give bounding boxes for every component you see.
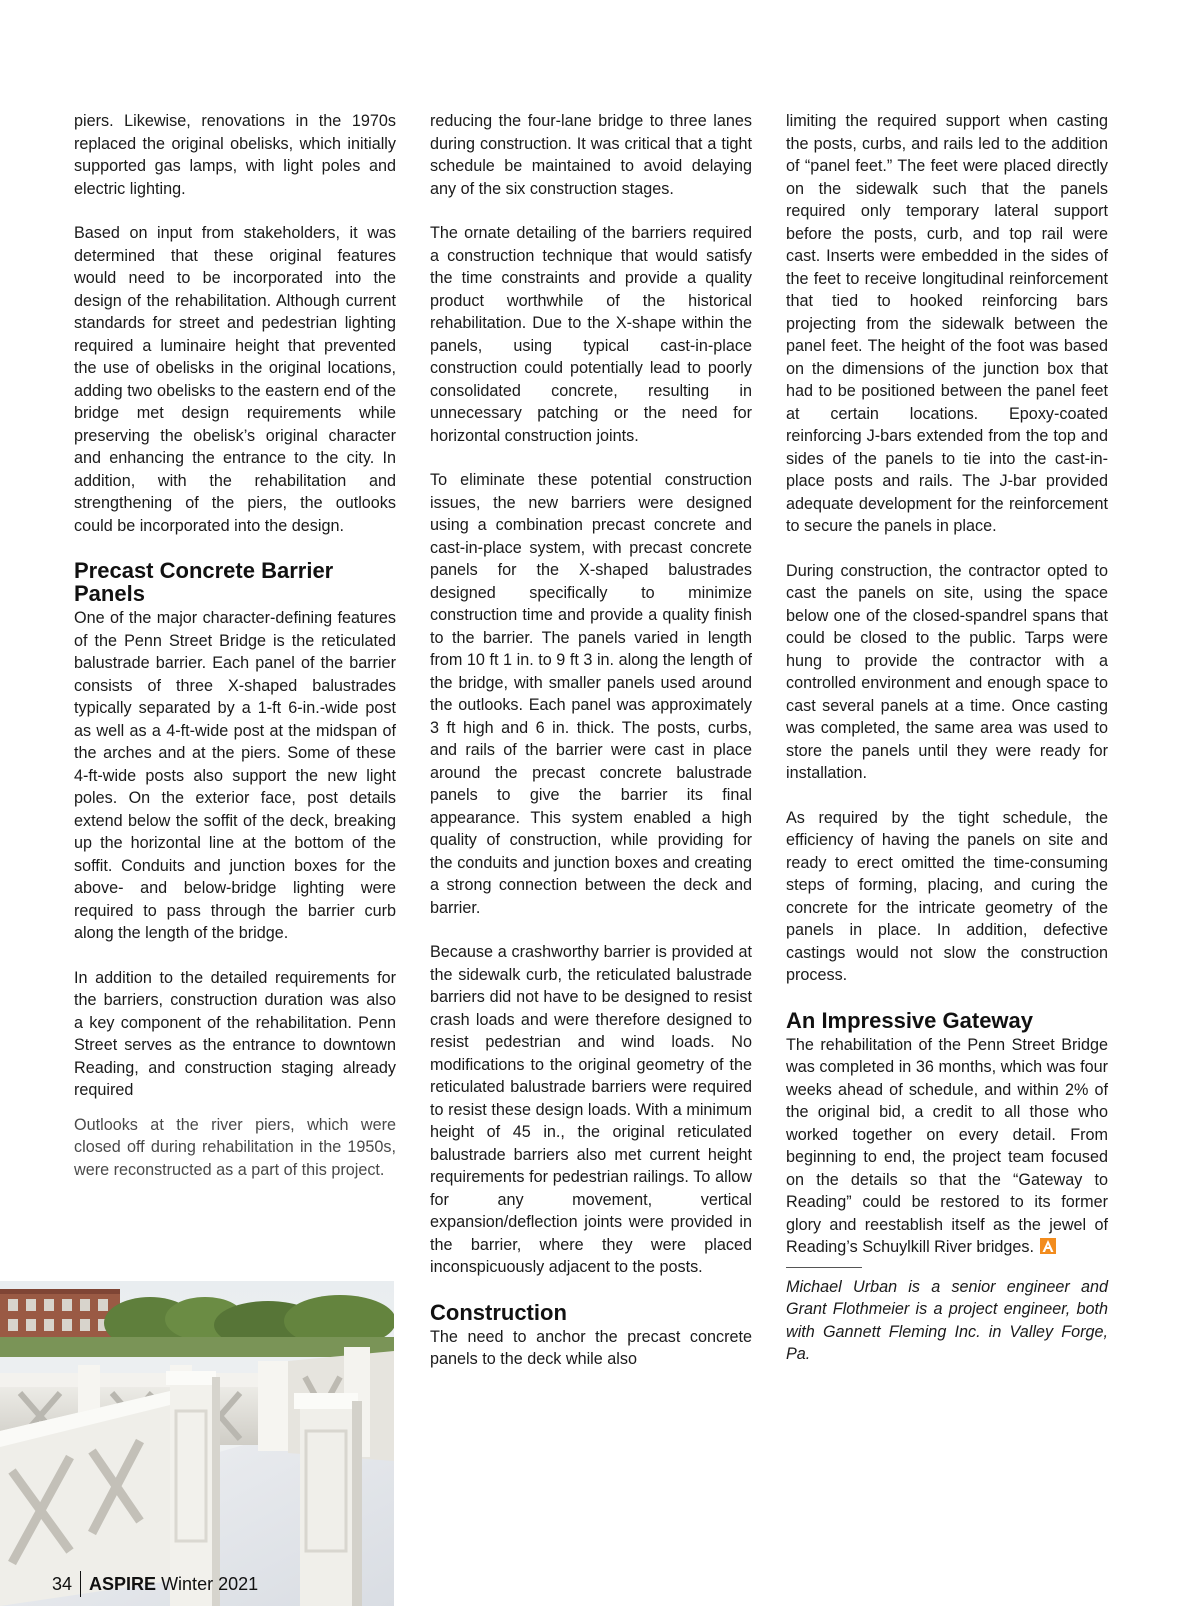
- paragraph: Because a crashworthy barrier is provided at the sidewalk curb, the reticulated balustrade barriers did not have to be designed to resist crash loads and were therefore designed to resist pedestrian and wind loads. No modifications to the original geometry of the reticulated balustrade barriers were required to resist these design loads. With a minimum height of 45 in., the original reticulated balustrade barriers also met current height requirements for pedestrian railings. To allow for any movement, vertical expansion/deflection joints were provided in the barrier, where they were placed inconspicuously adjacent to the posts.: [430, 943, 752, 1276]
- balustrade-photo-illustration: [0, 1281, 394, 1606]
- aspire-end-mark-icon: [1040, 1238, 1056, 1254]
- footer-divider: [80, 1571, 81, 1597]
- paragraph: To eliminate these potential construction issues, the new barriers were designed using a combination precast concrete and cast-in-place system, with precast concrete panels for the X-shaped balustrades designed specifically to minimize construction time and provide a quality finish to the barrier. The panels varied in length from 10 ft 1 in. to 9 ft 3 in. along the length of the bridge, with smaller panels used around the outlooks. Each panel was approximately 3 ft high and 6 in. thick. The posts, curbs, and rails of the barrier were cast in place around the precast concrete balustrade panels to give the barrier its final appearance. This system enabled a high quality of construction, while providing for the conduits and junction boxes and creating a strong connection between the deck and barrier.: [430, 471, 752, 917]
- column-1: [74, 110, 396, 1203]
- outlook-photo: [0, 1281, 394, 1606]
- paragraph: reducing the four-lane bridge to three lanes during construction. It was critical that a tight schedule be maintained to avoid delaying any of the six construction stages.: [430, 112, 752, 198]
- paragraph: During construction, the contractor opted to cast the panels on site, using the space below one of the closed-spandrel spans that could be closed to the public. Tarps were hung to provide the contractor with a controlled environment and enough space to cast several panels at a time. Once casting was completed, the same area was used to store the panels until they were ready for installation.: [786, 561, 1108, 782]
- paragraph: limiting the required support when casting the posts, curbs, and rails led to the addition of “panel feet.” The feet were placed directly on the sidewalk such that the panels required only temporary lateral support before the posts, curb, and top rail were cast. Inserts were embedded in the sides of the feet to receive longitudinal reinforcement that tied to hooked reinforcing bars projecting from the sidewalk between the panel feet. The height of the foot was based on the dimensions of the junction box that had to be positioned between the panel feet at certain locations. Epoxy-coated reinforcing J-bars extended from the top and sides of the panels to tie into the cast-in-place posts and rails. The J-bar provided adequate development for the reinforcement to secure the panels in place.: [786, 112, 1108, 535]
- magazine-brand: ASPIRE: [89, 1574, 157, 1594]
- photo-caption: Outlooks at the river piers, which were closed off during rehabilitation in the 1950s, were reconstructed as a part of this project.: [74, 1115, 396, 1179]
- paragraph: One of the major character-defining features of the Penn Street Bridge is the reticulated balustrade barrier. Each panel of the barrier consists of three X-shaped balustrades typically separated by a 1-ft 6-in.-wide post as well as a 4-ft-wide post at the midspan of the arches and at the piers. Some of these 4-ft-wide posts also support the new light poles. On the exterior face, post details extend below the soffit of the deck, breaking up the horizontal line at the bottom of the soffit. Conduits and junction boxes for the above- and below-bridge lighting were required to pass through the barrier curb along the length of the bridge.: [74, 609, 396, 942]
- paragraph: piers. Likewise, renovations in the 1970s replaced the original obelisks, which initially supported gas lamps, with light poles and electric lighting.: [74, 112, 396, 198]
- paragraph-final: [786, 1034, 1108, 1259]
- section-heading-gateway: An Impressive Gateway: [786, 1007, 1034, 1033]
- column-3: [786, 110, 1108, 1388]
- byline-divider: [786, 1267, 862, 1268]
- column-2: [430, 110, 752, 1393]
- paragraph-final-text: The rehabilitation of the Penn Street Bridge was completed in 36 months, which was four weeks ahead of schedule, and within 2% of the original bid, a credit to all those who worked together on every detail. From beginning to end, the project team focused on the details so that the “Gateway to Reading” could be restored to its former glory and reestablish itself as the jewel of Reading’s Schuylkill River bridges.: [786, 1035, 1108, 1256]
- page-footer: [52, 1572, 258, 1596]
- paragraph: Based on input from stakeholders, it was determined that these original features would need to be incorporated into the design of the rehabilitation. Although current standards for street and pedestrian lighting required a luminaire height that prevented the use of obelisks in the original locations, adding two obelisks to the eastern end of the bridge met design requirements while preserving the obelisk’s original character and enhancing the entrance to the city. In addition, with the rehabilitation and strengthening of the piers, the outlooks could be incorporated into the design.: [74, 224, 396, 535]
- paragraph: In addition to the detailed requirements for the barriers, construction duration was also a key component of the rehabilitation. Penn Street serves as the entrance to downtown Reading, and construction staging already required: [74, 968, 396, 1099]
- page-number: 34: [52, 1574, 73, 1594]
- paragraph: The ornate detailing of the barriers required a construction technique that would satisfy the time constraints and provide a quality product worthwhile of the historical rehabilitation. Due to the X-shape within the panels, using typical cast-in-place construction could potentially lead to poorly consolidated concrete, resulting in unnecessary patching or the need for horizontal construction joints.: [430, 224, 752, 445]
- paragraph: As required by the tight schedule, the efficiency of having the panels on site and ready to erect omitted the time-consuming steps of forming, placing, and curing the concrete for the intricate geometry of the panels in place. In addition, defective castings would not slow the construction process.: [786, 808, 1108, 984]
- section-heading-construction: Construction: [430, 1299, 567, 1325]
- paragraph: The need to anchor the precast concrete panels to the deck while also: [430, 1327, 752, 1368]
- author-byline: Michael Urban is a senior engineer and Grant Flothmeier is a project engineer, both with Gannett Fleming Inc. in Valley Forge, Pa.: [786, 1277, 1108, 1363]
- issue-label: Winter 2021: [161, 1574, 259, 1594]
- section-heading-precast: Precast Concrete Barrier Panels: [74, 558, 334, 606]
